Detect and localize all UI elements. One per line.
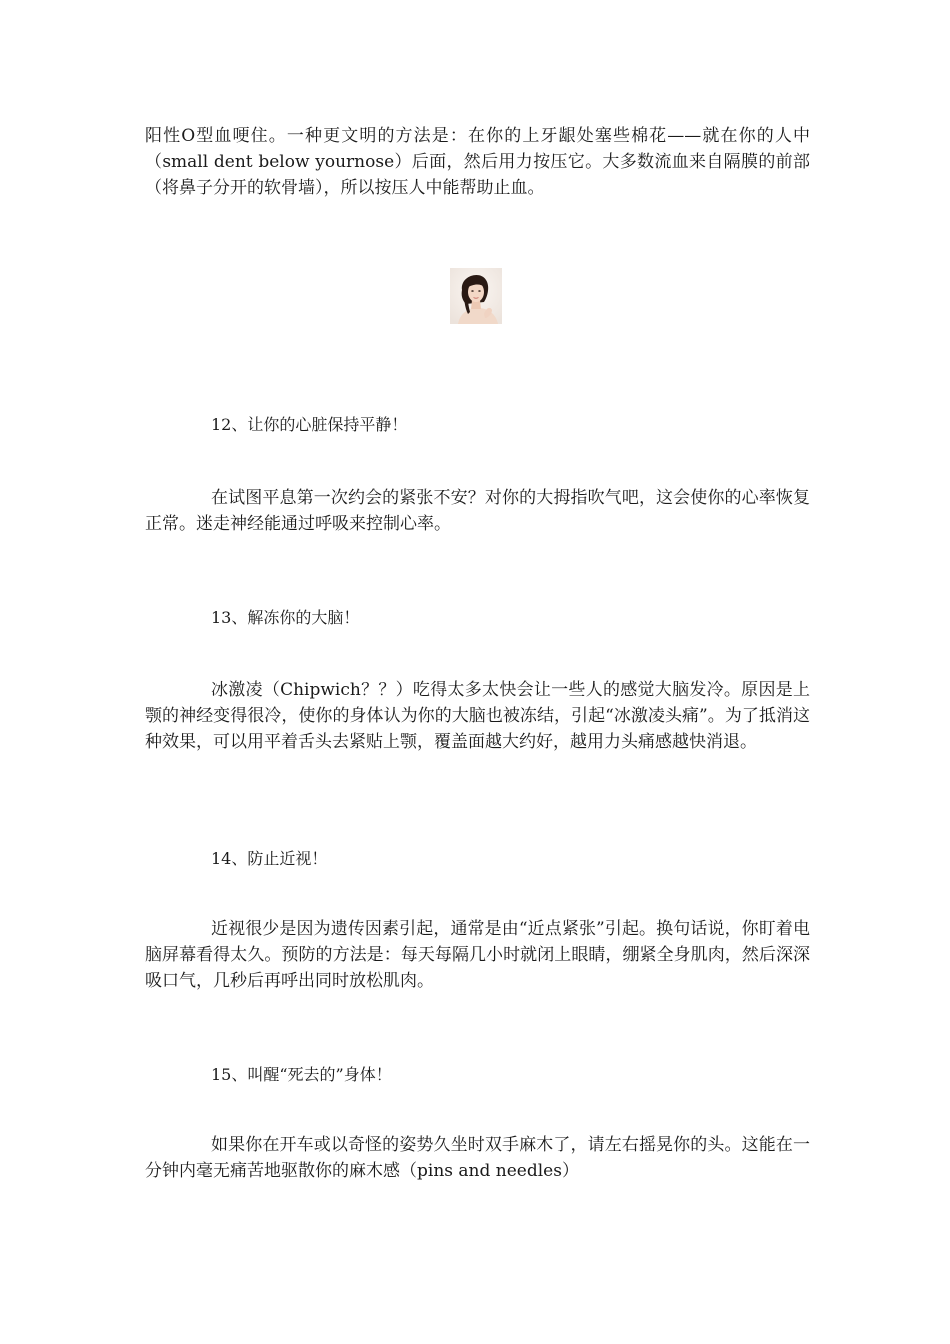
intro-paragraph: 阳性O型血哽住。一种更文明的方法是：在你的上牙龈处塞些棉花——就在你的人中（small dent below yournose）后面，然后用力按压它。大多数流血来自隔膜的前部（将鼻子分开的软骨墙），所以按压人中能帮助止血。 — [145, 126, 810, 198]
tip-15-body: 如果你在开车或以奇怪的姿势久坐时双手麻木了，请左右摇晃你的头。这能在一分钟内毫无痛苦地驱散你的麻木感（pins and needles） — [145, 1135, 810, 1181]
tip-15-heading: 15、叫醒“死去的”身体！ — [211, 1065, 392, 1084]
tip-13-heading: 13、解冻你的大脑！ — [211, 608, 360, 627]
tip-12-body: 在试图平息第一次约会的紧张不安？对你的大拇指吹气吧，这会使你的心率恢复正常。迷走神经能通过呼吸来控制心率。 — [145, 488, 810, 534]
portrait-image — [450, 268, 502, 324]
portrait-photo — [450, 268, 502, 324]
tip-14-heading: 14、防止近视！ — [211, 849, 328, 868]
tip-12-heading: 12、让你的心脏保持平静！ — [211, 415, 408, 434]
tip-13-body: 冰激凌（Chipwich？？）吃得太多太快会让一些人的感觉大脑发冷。原因是上颚的神经变得很冷，使你的身体认为你的大脑也被冻结，引起“冰激凌头痛”。为了抵消这种效果，可以用平着舌头去紧贴上颚，覆盖面越大约好，越用力头痛感越快消退。 — [145, 680, 810, 752]
tip-14-body: 近视很少是因为遗传因素引起，通常是由“近点紧张”引起。换句话说，你盯着电脑屏幕看得太久。预防的方法是：每天每隔几小时就闭上眼睛，绷紧全身肌肉，然后深深吸口气，几秒后再呼出同时放松肌肉。 — [145, 919, 810, 991]
